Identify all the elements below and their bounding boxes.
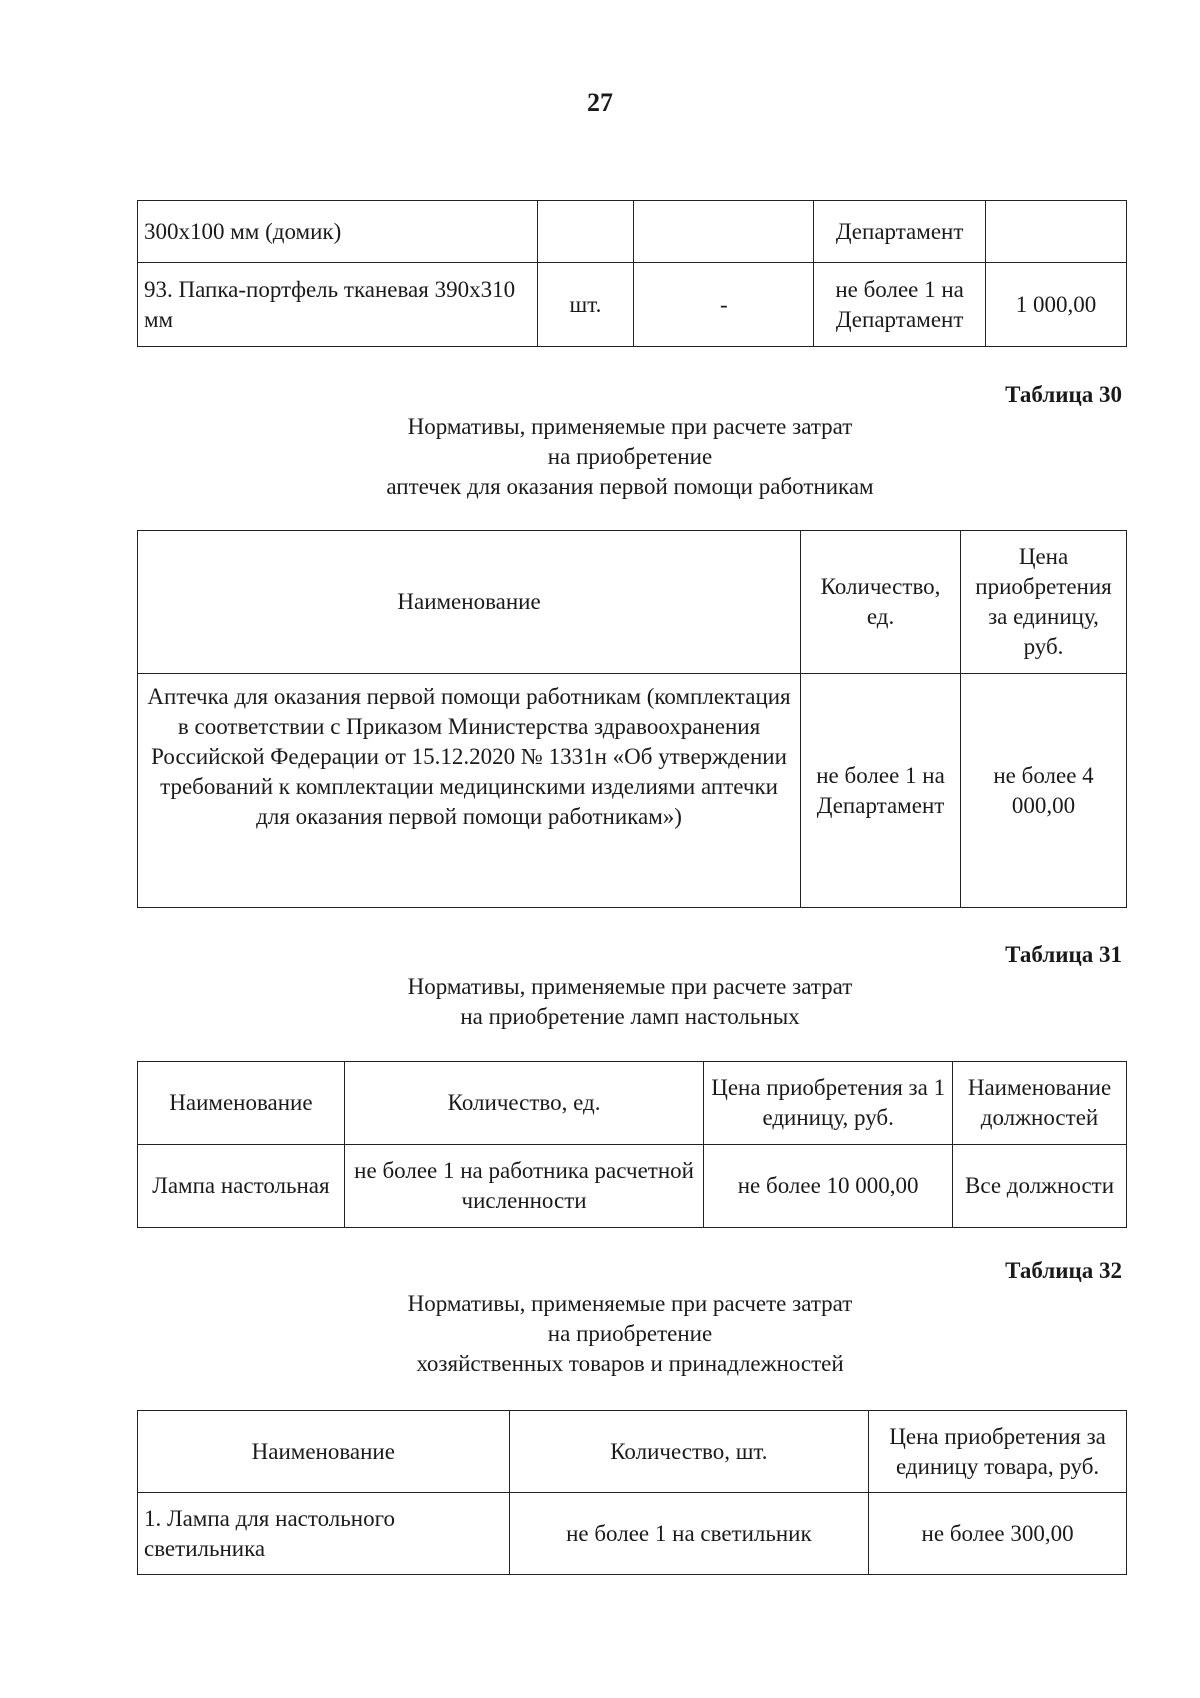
column-header: Наименование bbox=[138, 1411, 510, 1493]
table-32 bbox=[137, 1410, 1127, 1575]
table-30-caption bbox=[0, 412, 1200, 502]
caption-line: Нормативы, применяемые при расчете затрат bbox=[407, 974, 853, 999]
table-header-row bbox=[138, 1411, 1127, 1493]
column-header: Наименование bbox=[138, 531, 801, 674]
caption-line: аптечек для оказания первой помощи работникам bbox=[386, 474, 874, 499]
table-cell bbox=[634, 201, 814, 263]
column-header: Цена приобретения за единицу товара, руб. bbox=[869, 1411, 1127, 1493]
table-32-label: Таблица 32 bbox=[1005, 1258, 1122, 1283]
table-cell: 93. Папка-портфель тканевая 390х310 мм bbox=[138, 263, 538, 347]
table-row bbox=[138, 674, 1127, 908]
table-row bbox=[138, 1145, 1127, 1228]
table-cell bbox=[986, 201, 1127, 263]
table-cell: 300х100 мм (домик) bbox=[138, 201, 538, 263]
table-cell: Все должности bbox=[953, 1145, 1127, 1228]
table-row bbox=[138, 263, 1127, 347]
table-29-continuation bbox=[137, 200, 1127, 347]
table-30-label: Таблица 30 bbox=[1005, 382, 1122, 407]
table-row bbox=[138, 201, 1127, 263]
caption-line: Нормативы, применяемые при расчете затрат bbox=[407, 1291, 853, 1316]
table-cell: 1 000,00 bbox=[986, 263, 1127, 347]
table-cell: не более 1 на Департамент bbox=[801, 674, 961, 908]
caption-line: на приобретение bbox=[547, 444, 713, 469]
table-row bbox=[138, 1493, 1127, 1575]
column-header: Количество, ед. bbox=[801, 531, 961, 674]
table-31-caption bbox=[0, 972, 1200, 1032]
table-cell: не более 4 000,00 bbox=[961, 674, 1127, 908]
table-cell: не более 1 на Департамент bbox=[814, 263, 986, 347]
column-header: Наименование должностей bbox=[953, 1062, 1127, 1145]
table-cell: Департамент bbox=[814, 201, 986, 263]
column-header: Количество, ед. bbox=[344, 1062, 703, 1145]
caption-line: Нормативы, применяемые при расчете затрат bbox=[407, 414, 853, 439]
column-header: Цена приобретения за единицу, руб. bbox=[961, 531, 1127, 674]
table-cell: 1. Лампа для настольного светильника bbox=[138, 1493, 510, 1575]
caption-line: на приобретение bbox=[547, 1321, 713, 1346]
table-cell: - bbox=[634, 263, 814, 347]
table-cell: не более 10 000,00 bbox=[704, 1145, 953, 1228]
table-30 bbox=[137, 530, 1127, 908]
table-cell: шт. bbox=[537, 263, 634, 347]
table-header-row bbox=[138, 1062, 1127, 1145]
table-cell: не более 1 на светильник bbox=[509, 1493, 869, 1575]
table-cell: Лампа настольная bbox=[138, 1145, 345, 1228]
column-header: Наименование bbox=[138, 1062, 345, 1145]
page-number: 27 bbox=[587, 88, 613, 117]
table-cell: Аптечка для оказания первой помощи работникам (комплектация в соответствии с Приказом Министерства здравоохранения Российской Федерации от 15.12.2020 № 1331н «Об утверждении требований к комплектации медицинскими изделиями аптечки для оказания первой помощи работникам») bbox=[138, 674, 801, 908]
column-header: Количество, шт. bbox=[509, 1411, 869, 1493]
column-header: Цена приобретения за 1 единицу, руб. bbox=[704, 1062, 953, 1145]
table-32-caption bbox=[0, 1289, 1200, 1379]
caption-line: на приобретение ламп настольных bbox=[460, 1004, 800, 1029]
table-cell: не более 1 на работника расчетной численности bbox=[344, 1145, 703, 1228]
table-cell bbox=[537, 201, 634, 263]
table-31 bbox=[137, 1061, 1127, 1228]
table-header-row bbox=[138, 531, 1127, 674]
table-31-label: Таблица 31 bbox=[1005, 942, 1122, 967]
caption-line: хозяйственных товаров и принадлежностей bbox=[416, 1351, 844, 1376]
table-cell: не более 300,00 bbox=[869, 1493, 1127, 1575]
